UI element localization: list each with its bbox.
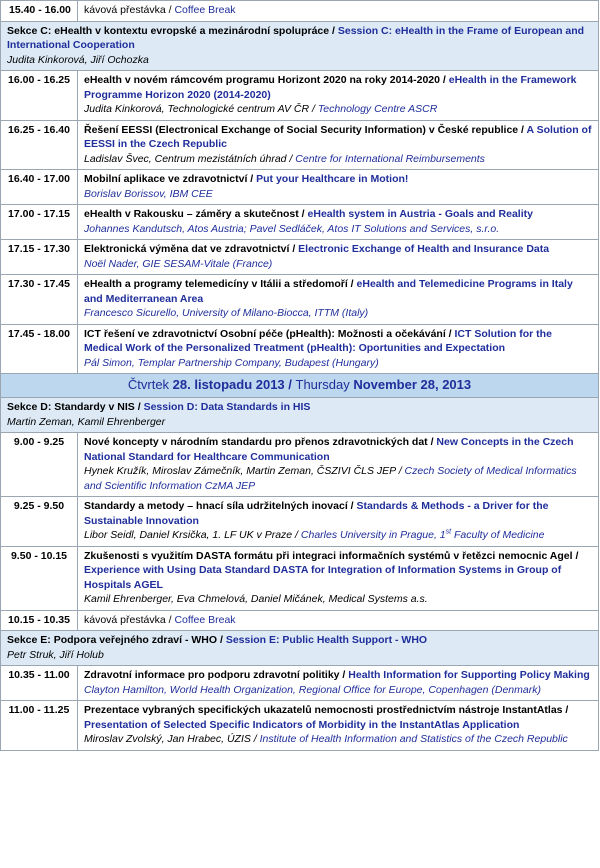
time-cell: 16.25 - 16.40	[1, 120, 78, 170]
title-cz: eHealth v Rakousku – záměry a skutečnost /	[84, 208, 308, 220]
time-cell: 11.00 - 11.25	[1, 701, 78, 751]
talk-cell	[78, 170, 599, 205]
time-cell: 17.00 - 17.15	[1, 205, 78, 240]
speaker-cz: Judita Kinkorová, Technologické centrum AV ČR /	[84, 103, 318, 115]
title-en: eHealth system in Austria - Goals and Reality	[307, 208, 533, 220]
title-en: eHealth in the Framework Programme Horizon 2020 (2014-2020)	[84, 74, 577, 101]
time-cell: 17.45 - 18.00	[1, 324, 78, 374]
title-cz: Elektronická výměna dat ve zdravotnictví /	[84, 243, 299, 255]
speaker-en: Clayton Hamilton, World Health Organization, Regional Office for Europe, Copenhagen (Denmark)	[84, 683, 541, 696]
speaker-cz: Ladislav Švec, Centrum mezistátních úhrad /	[84, 152, 296, 165]
title-cz: Zdravotní informace pro podporu zdravotní politiky /	[84, 669, 349, 681]
time-cell: 9.00 - 9.25	[1, 433, 78, 497]
section-cell	[1, 631, 599, 666]
talk-cell	[78, 546, 599, 610]
talk-cell	[78, 497, 599, 547]
time-cell: 16.00 - 16.25	[1, 71, 78, 121]
title-en: Standards & Methods - a Driver for the Sustainable Innovation	[84, 500, 549, 527]
talk-cell	[78, 324, 599, 374]
schedule-row	[1, 205, 599, 240]
title-cz: Zkušenosti s využitím DASTA formátu při integraci informačních systémů v řetězci nemocnic Agel /	[84, 549, 579, 562]
schedule-row	[1, 610, 599, 631]
date-en: November 28, 2013	[353, 377, 472, 392]
title-cz: kávová přestávka /	[84, 613, 175, 626]
talk-cell	[78, 275, 599, 325]
speaker-en-2: Faculty of Medicine	[451, 529, 545, 541]
time-cell: 17.30 - 17.45	[1, 275, 78, 325]
section-chairs: Petr Struk, Jiří Holub	[7, 648, 104, 661]
section-header-c	[1, 21, 599, 71]
title-en: eHealth and Telemedicine Programs in Italy and Mediterranean Area	[84, 278, 573, 305]
schedule-row	[1, 1, 599, 22]
schedule-row	[1, 546, 599, 610]
talk-cell	[78, 666, 599, 701]
title-cz: Nové koncepty v národním standardu pro přenos zdravotnických dat /	[84, 436, 437, 448]
time-cell: 10.35 - 11.00	[1, 666, 78, 701]
time-cell: 9.25 - 9.50	[1, 497, 78, 547]
schedule-row	[1, 240, 599, 275]
title-cz: Standardy a metody – hnací síla udržitelných inovací /	[84, 500, 357, 512]
title-en: New Concepts in the Czech National Standard for Healthcare Communication	[84, 436, 574, 463]
schedule-row	[1, 324, 599, 374]
talk-cell	[78, 205, 599, 240]
title-en: Health Information for Supporting Policy Making	[348, 669, 590, 681]
section-cell	[1, 21, 599, 71]
section-header-e	[1, 631, 599, 666]
schedule-row	[1, 497, 599, 547]
talk-cell	[78, 120, 599, 170]
title-en: A Solution of EESSI in the Czech Republic	[84, 123, 592, 150]
session-cell	[78, 610, 599, 631]
talk-cell	[78, 240, 599, 275]
section-title-en: Session E: Public Health Support - WHO	[225, 634, 428, 646]
time-cell: 16.40 - 17.00	[1, 170, 78, 205]
title-cz: ICT řešení ve zdravotnictví Osobní péče (pHealth): Možnosti a očekávání /	[84, 327, 455, 340]
title-cz: Řešení EESSI (Electronical Exchange of Social Security Information) v České republice /	[84, 123, 527, 136]
time-cell: 15.40 - 16.00	[1, 1, 78, 22]
day-cz: Čtvrtek	[127, 377, 173, 392]
schedule-row	[1, 433, 599, 497]
speaker-en: Charles University in Prague, 1	[300, 529, 446, 541]
title-en: Electronic Exchange of Health and Insurance Data	[298, 243, 550, 255]
speaker-en: Institute of Health Information and Statistics of the Czech Republic	[259, 733, 568, 745]
title-cz: Prezentace vybraných specifických ukazatelů nemocnosti prostřednictvím nástroje InstantAtlas /	[84, 704, 569, 716]
speaker-en: Borislav Borissov, IBM CEE	[84, 187, 213, 200]
speaker-en: Technology Centre ASCR	[317, 103, 438, 115]
title-en: Coffee Break	[174, 4, 236, 16]
section-title-en: Session D: Data Standards in HIS	[143, 401, 311, 413]
talk-cell	[78, 71, 599, 121]
section-title-cz: Sekce C: eHealth v kontextu evropské a mezinárodní spolupráce /	[7, 24, 338, 37]
time-cell: 17.15 - 17.30	[1, 240, 78, 275]
speaker-cz: Miroslav Zvolský, Jan Hrabec, ÚZIS /	[84, 733, 260, 745]
day-separator: /	[284, 377, 296, 392]
title-en: ICT Solution for the Medical Work of the Personalized Treatment (pHealth): Oportunities and Expectation	[84, 327, 552, 354]
speaker-cz: Hynek Kružík, Miroslav Zámečník, Martin Zeman, ČSZIVI ČLS JEP /	[84, 465, 405, 477]
speaker-en: Johannes Kandutsch, Atos Austria; Pavel Sedláček, Atos IT Solutions and Services, s.r.o.	[84, 222, 500, 235]
section-header-d	[1, 398, 599, 433]
section-title-cz: Sekce E: Podpora veřejného zdraví - WHO /	[7, 634, 226, 646]
section-title-cz: Sekce D: Standardy v NIS /	[7, 401, 144, 413]
section-title-en: Session C: eHealth in the Frame of European and International Cooperation	[7, 24, 585, 51]
title-cz: eHealth a programy telemedicíny v Itálii a středomoří /	[84, 278, 357, 290]
section-chairs: Judita Kinkorová, Jiří Ochozka	[7, 53, 149, 66]
title-en: Presentation of Selected Specific Indicators of Morbidity in the InstantAtlas Application	[84, 718, 520, 731]
session-cell	[78, 1, 599, 22]
speaker-en: Czech Society of Medical Informatics and Scientific Information CzMA JEP	[84, 465, 577, 492]
title-cz: kávová přestávka /	[84, 4, 175, 16]
title-en: Put your Healthcare in Motion!	[256, 173, 409, 185]
time-cell: 9.50 - 10.15	[1, 546, 78, 610]
talk-cell	[78, 433, 599, 497]
schedule-row	[1, 275, 599, 325]
schedule-row	[1, 701, 599, 751]
title-en: Experience with Using Data Standard DASTA for Integration of Information Systems in Group of Hospitals AGEL	[84, 564, 562, 591]
schedule-row	[1, 71, 599, 121]
speaker-cz: Libor Seidl, Daniel Krsička, 1. LF UK v Praze /	[84, 529, 301, 541]
speaker-en-sup: st	[445, 528, 452, 536]
speaker-en: Noël Nader, GIE SESAM-Vitale (France)	[84, 257, 273, 270]
schedule-row	[1, 170, 599, 205]
day-header	[1, 374, 599, 398]
talk-cell	[78, 701, 599, 751]
title-cz: eHealth v novém rámcovém programu Horizont 2020 na roky 2014-2020 /	[84, 74, 449, 86]
speaker-en: Pál Simon, Templar Partnership Company, Budapest (Hungary)	[84, 356, 379, 369]
day-en: Thursday	[295, 377, 354, 392]
day-cell	[1, 374, 599, 398]
speaker-en: Centre for International Reimbursements	[295, 152, 485, 165]
speaker-en: Francesco Sicurello, University of Milano-Biocca, ITTM (Italy)	[84, 307, 369, 319]
schedule-row	[1, 120, 599, 170]
section-cell	[1, 398, 599, 433]
speaker-cz: Kamil Ehrenberger, Eva Chmelová, Daniel Mičánek, Medical Systems a.s.	[84, 593, 428, 605]
section-chairs: Martin Zeman, Kamil Ehrenberger	[7, 415, 166, 428]
title-cz: Mobilní aplikace ve zdravotnictví /	[84, 173, 257, 185]
time-cell: 10.15 - 10.35	[1, 610, 78, 631]
schedule-row	[1, 666, 599, 701]
title-en: Coffee Break	[174, 613, 236, 626]
date-cz: 28. listopadu 2013	[172, 377, 285, 392]
